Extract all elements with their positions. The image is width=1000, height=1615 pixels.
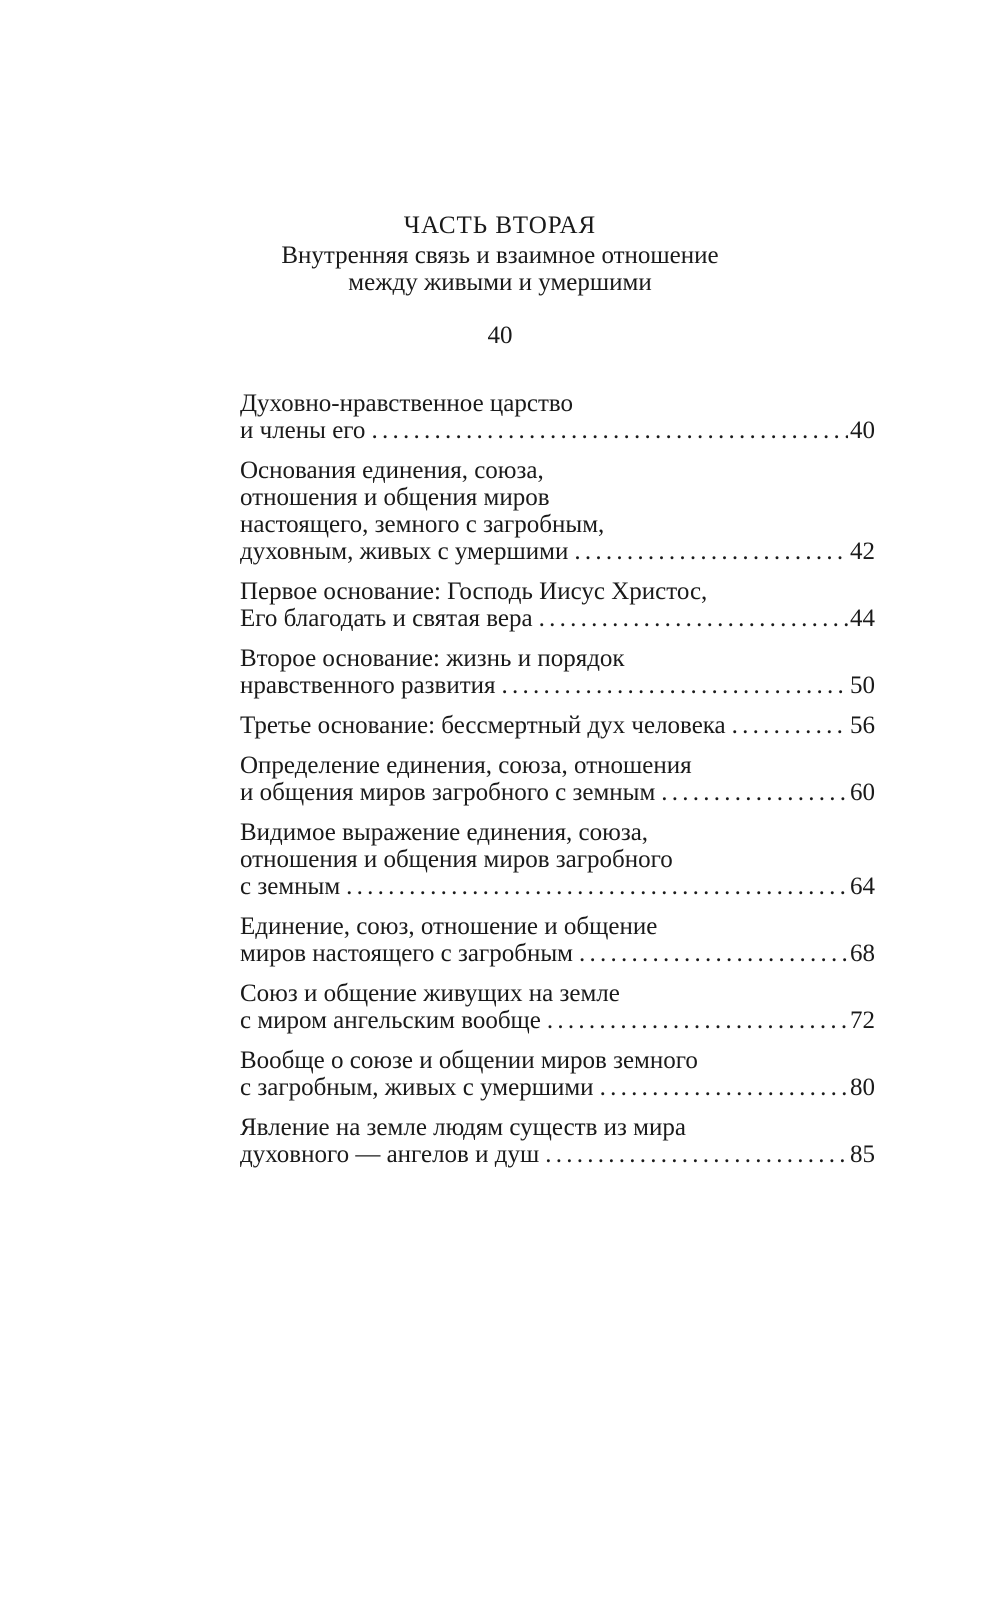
toc-page-number: 42 — [850, 538, 875, 565]
toc-entry-line: настоящего, земного с загробным, — [240, 511, 605, 538]
part-subtitle-line: Внутренняя связь и взаимное отношение — [281, 242, 719, 269]
toc-entry-last-line — [240, 672, 875, 699]
toc-entry-last-line — [240, 538, 875, 565]
toc-entry-line: миров настоящего с загробным — [240, 940, 573, 967]
toc-entry[interactable] — [240, 913, 875, 967]
toc-entry-line: с земным — [240, 873, 341, 900]
part-header — [0, 212, 1000, 296]
toc-entry-line: Явление на земле людям существ из мира — [240, 1114, 686, 1141]
toc-entry-line: Видимое выражение единения, союза, — [240, 819, 649, 846]
toc-entry-last-line — [240, 779, 875, 806]
toc-page-number: 56 — [850, 712, 875, 739]
part-subtitle — [0, 242, 1000, 296]
toc-entry-line: Определение единения, союза, отношения — [240, 752, 692, 779]
toc-entry-last-line — [240, 1141, 875, 1168]
toc-entry-line: Второе основание: жизнь и порядок — [240, 645, 625, 672]
toc-page-number: 68 — [850, 940, 875, 967]
toc-entry[interactable] — [240, 980, 875, 1034]
part-page-number: 40 — [487, 322, 513, 349]
toc-entry-line: нравственного развития — [240, 672, 496, 699]
toc-entry-last-line — [240, 712, 875, 739]
dot-leader — [574, 538, 848, 565]
toc-entry[interactable] — [240, 457, 875, 565]
toc-entry-line: Духовно-нравственное царство — [240, 390, 574, 417]
toc-entry-last-line — [240, 605, 875, 632]
toc-page-number: 44 — [850, 605, 875, 632]
toc-page-number: 40 — [850, 417, 875, 444]
toc-entry-last-line — [240, 873, 875, 900]
toc-entry-line: Союз и общение живущих на земле — [240, 980, 620, 1007]
dot-leader — [539, 605, 848, 632]
toc-entry-line: с миром ангельским вообще — [240, 1007, 541, 1034]
toc-entry-line: с загробным, живых с умершими — [240, 1074, 594, 1101]
toc-entry-last-line — [240, 1074, 875, 1101]
toc-entry[interactable] — [240, 1114, 875, 1168]
table-of-contents — [240, 390, 875, 1181]
toc-page-number: 50 — [850, 672, 875, 699]
toc-entry[interactable] — [240, 645, 875, 699]
toc-entry-line: отношения и общения миров загробного — [240, 846, 673, 873]
toc-page-number: 64 — [850, 873, 875, 900]
toc-entry[interactable] — [240, 578, 875, 632]
toc-entry[interactable] — [240, 752, 875, 806]
toc-entry-line: духовным, живых с умершими — [240, 538, 569, 565]
toc-entry[interactable] — [240, 712, 875, 739]
dot-leader — [371, 417, 848, 444]
dot-leader — [545, 1141, 848, 1168]
dot-leader — [600, 1074, 848, 1101]
toc-entry-last-line — [240, 940, 875, 967]
dot-leader — [502, 672, 848, 699]
toc-entry-last-line — [240, 417, 875, 444]
part-title: ЧАСТЬ ВТОРАЯ — [403, 212, 597, 239]
toc-entry-line: Третье основание: бессмертный дух человека — [240, 712, 726, 739]
toc-page-number: 72 — [850, 1007, 875, 1034]
toc-page-number: 60 — [850, 779, 875, 806]
toc-entry-line: отношения и общения миров — [240, 484, 550, 511]
dot-leader — [346, 873, 848, 900]
toc-entry[interactable] — [240, 390, 875, 444]
toc-entry[interactable] — [240, 819, 875, 900]
toc-entry-line: духовного — ангелов и душ — [240, 1141, 540, 1168]
toc-entry-line: Его благодать и святая вера — [240, 605, 533, 632]
dot-leader — [732, 712, 848, 739]
dot-leader — [579, 940, 848, 967]
toc-entry-line: Единение, союз, отношение и общение — [240, 913, 658, 940]
toc-entry-line: и члены его — [240, 417, 366, 444]
dot-leader — [661, 779, 848, 806]
toc-entry-last-line — [240, 1007, 875, 1034]
toc-page-number: 85 — [850, 1141, 875, 1168]
toc-entry[interactable] — [240, 1047, 875, 1101]
toc-entry-line: Основания единения, союза, — [240, 457, 544, 484]
dot-leader — [547, 1007, 848, 1034]
toc-entry-line: Вообще о союзе и общении миров земного — [240, 1047, 698, 1074]
part-subtitle-line: между живыми и умершими — [348, 269, 652, 296]
toc-entry-line: Первое основание: Господь Иисус Христос, — [240, 578, 708, 605]
toc-entry-line: и общения миров загробного с земным — [240, 779, 656, 806]
toc-page-number: 80 — [850, 1074, 875, 1101]
